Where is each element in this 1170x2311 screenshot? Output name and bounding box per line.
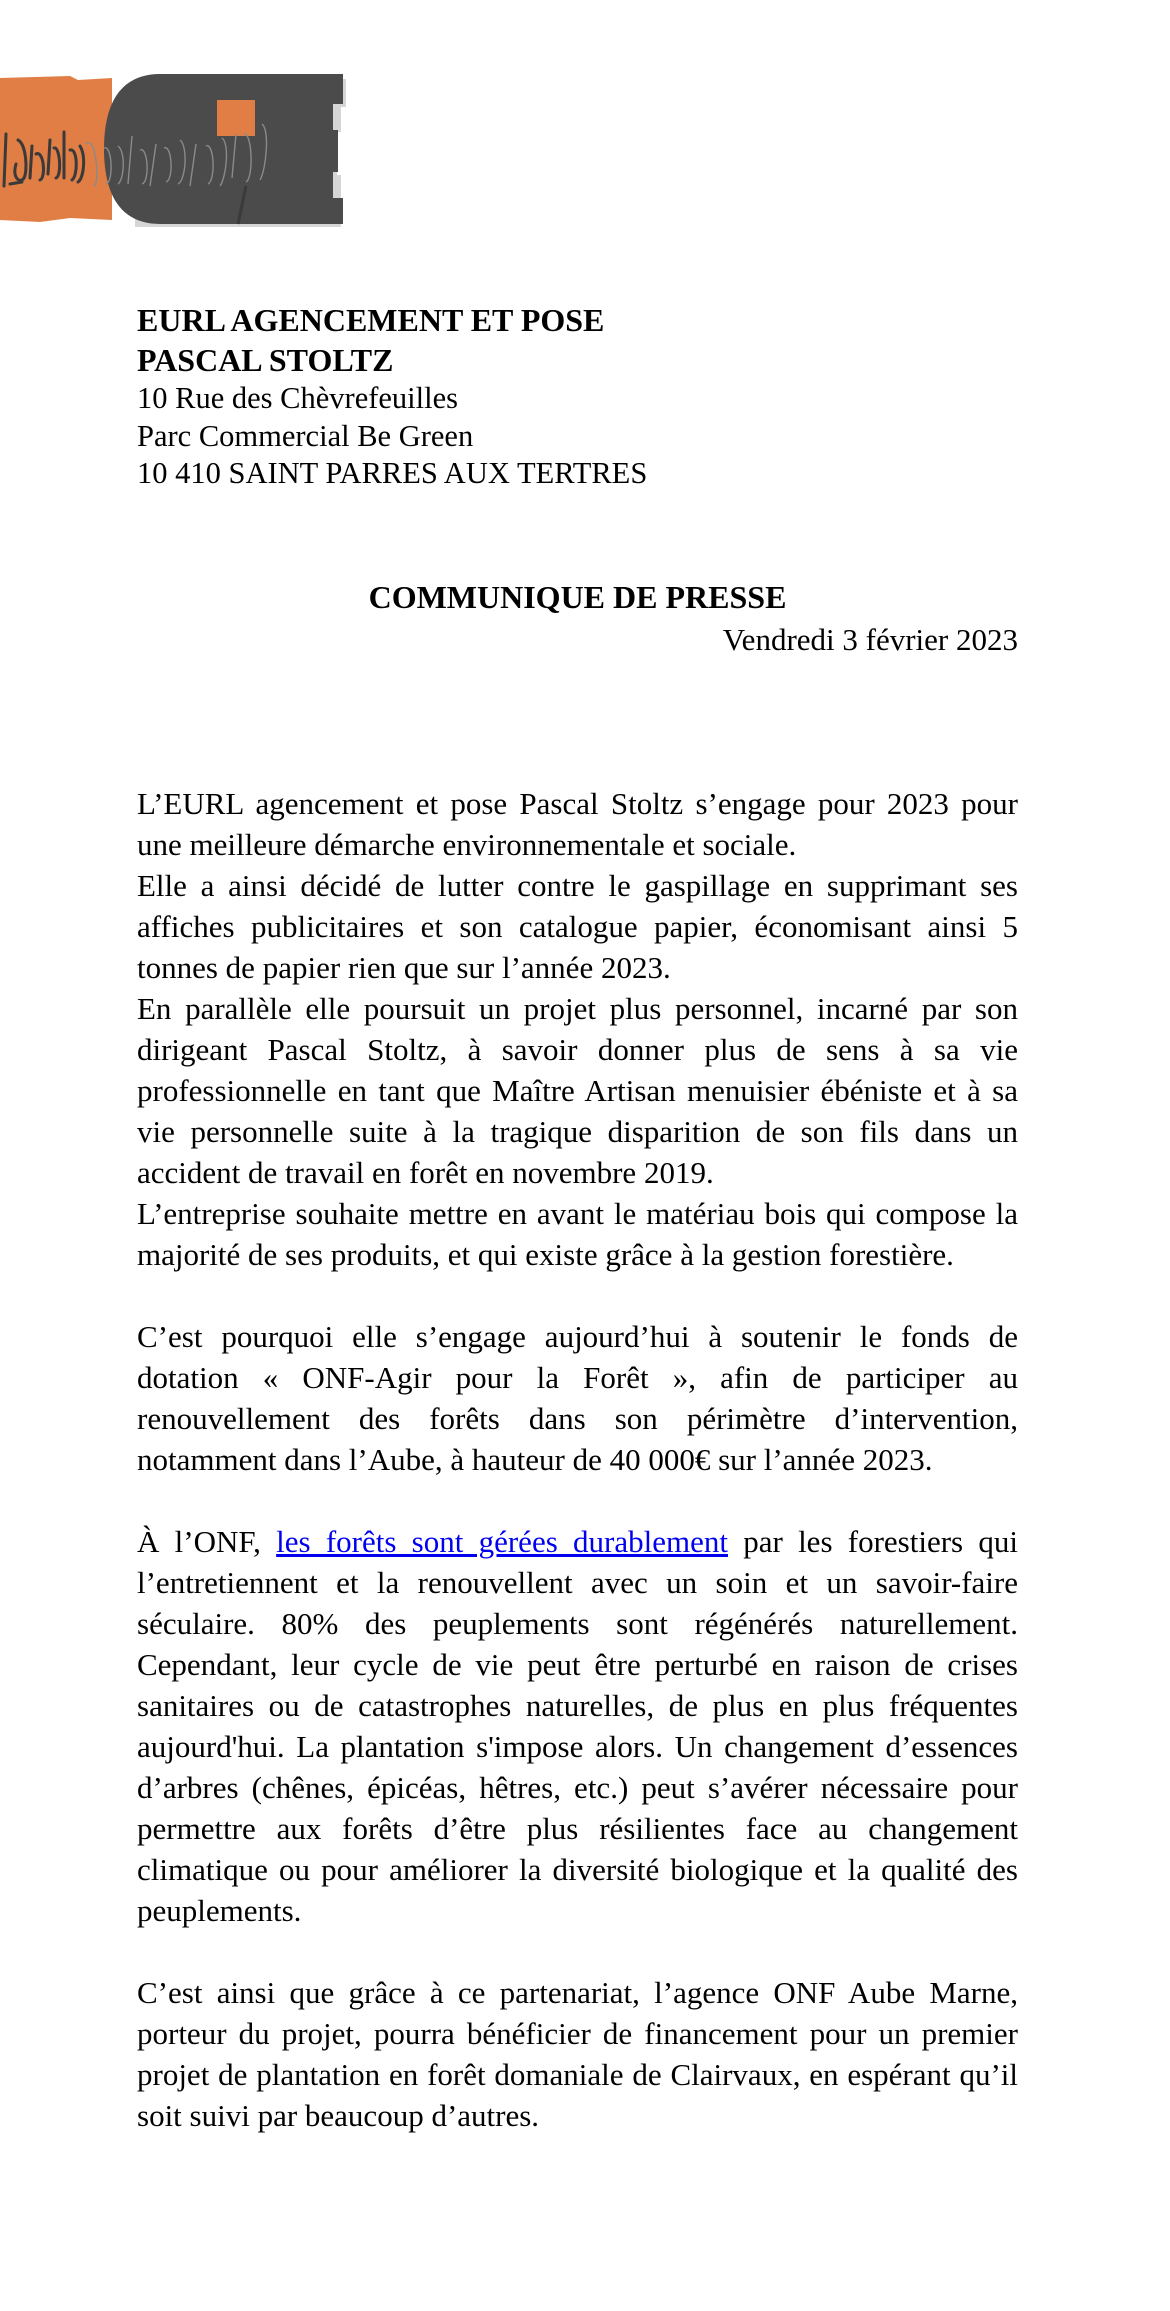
paragraph-onf-suffix: par les forestiers qui l’entretiennent et la renouvellent avec un soin et un savoir-faire séculaire. 80% des peuplements sont régénérés naturellement. Cependant, leur cycle de vie peut être perturbé en raison de crises sanitaires ou de catastrophes naturelles, de plus en plus fréquentes aujourd'hui. La plantation s'impose alors. Un changement d’essences d’arbres (chênes, épicéas, hêtres, etc.) peut s’avérer nécessaire pour permettre aux forêts d’être plus résilientes face au changement climatique ou pour améliorer la diversité biologique et la qualité des peuplements.	[137, 1524, 1018, 1928]
company-logo	[0, 74, 350, 234]
paragraph-partnership: C’est ainsi que grâce à ce partenariat, l’agence ONF Aube Marne, porteur du projet, pourra bénéficier de financement pour un premier projet de plantation en forêt domaniale de Clairvaux, en espérant qu’il soit suivi par beaucoup d’autres.	[137, 1975, 1018, 2133]
paragraph-wood-material: L’entreprise souhaite mettre en avant le matériau bois qui compose la majorité de ses produits, et qui existe grâce à la gestion forestière.	[137, 1196, 1018, 1272]
logo-graphic	[0, 74, 350, 234]
document-title	[137, 577, 1018, 617]
spacer	[137, 742, 1018, 783]
paragraph-waste-reduction: Elle a ainsi décidé de lutter contre le gaspillage en supprimant ses affiches publicitaires et son catalogue papier, économisant ainsi 5 tonnes de papier rien que sur l’année 2023.	[137, 868, 1018, 985]
spacer	[137, 1480, 1018, 1521]
press-release-body	[137, 742, 1018, 2136]
sender-company-line2: PASCAL STOLTZ	[137, 342, 394, 378]
spacer	[137, 1931, 1018, 1972]
logo-orange-square	[217, 100, 255, 136]
sender-address-city: 10 410 SAINT PARRES AUX TERTRES	[137, 456, 648, 490]
spacer	[137, 1275, 1018, 1316]
sender-address-park: Parc Commercial Be Green	[137, 418, 474, 453]
sustainable-forests-link[interactable]: les forêts sont gérées durablement	[276, 1524, 728, 1559]
paragraph-personal-project: En parallèle elle poursuit un projet plus personnel, incarné par son dirigeant Pascal Stoltz, à savoir donner plus de sens à sa vie professionnelle en tant que Maître Artisan menuisier ébéniste et à sa vie personnelle suite à la tragique disparition de son fils dans un accident de travail en forêt en novembre 2019.	[137, 991, 1018, 1190]
sender-company-line1: EURL AGENCEMENT ET POSE	[137, 302, 605, 338]
press-release-title: COMMUNIQUE DE PRESSE	[368, 579, 787, 615]
sender-address-street: 10 Rue des Chèvrefeuilles	[137, 381, 459, 415]
logo-letter-i	[196, 74, 271, 224]
paragraph-onf-prefix: À l’ONF,	[137, 1524, 277, 1559]
paragraph-commitment: L’EURL agencement et pose Pascal Stoltz s’engage pour 2023 pour une meilleure démarche environnementale et sociale.	[137, 786, 1018, 862]
document-date: Vendredi 3 février 2023	[722, 622, 1018, 657]
paragraph-onf-forests	[137, 1521, 1018, 1931]
sender-block	[137, 300, 647, 493]
logo-letter-c	[104, 74, 200, 224]
paragraph-onf-support: C’est pourquoi elle s’engage aujourd’hui à soutenir le fonds de dotation « ONF-Agir pour la Forêt », afin de participer au renouvellement des forêts dans son périmètre d’intervention, notamment dans l’Aube, à hauteur de 40 000€ sur l’année 2023.	[137, 1319, 1018, 1477]
logo-letter-e	[271, 74, 343, 224]
